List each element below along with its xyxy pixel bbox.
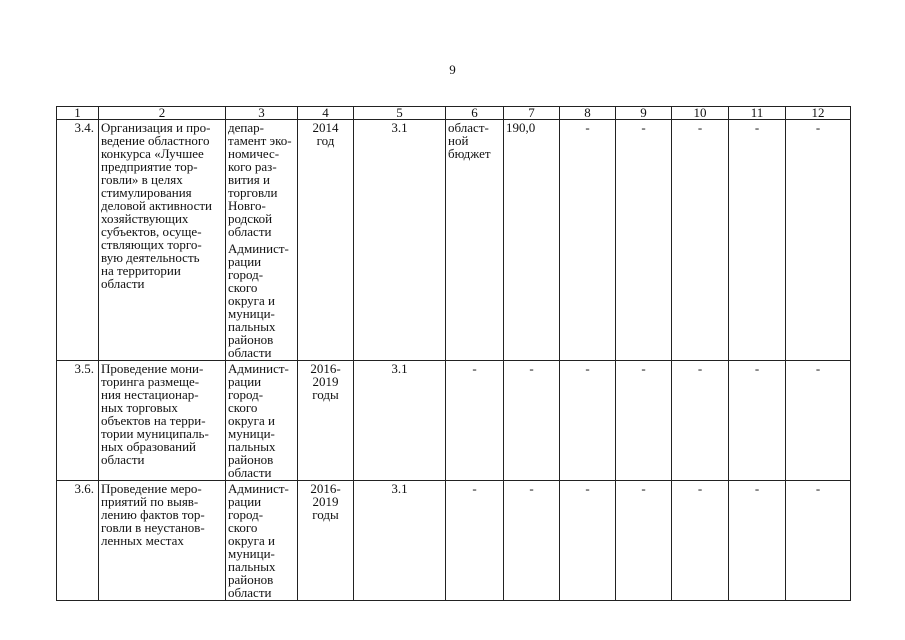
header-cell: 12 [786,107,851,120]
funding-source-cell: - [446,361,504,481]
row-number: 3.4. [57,120,99,361]
header-cell: 11 [729,107,786,120]
activity-name: Проведение мони- торинга размеще- ния нестационар- ных торговых объектов на терри- тории муниципаль- ных образований области [99,361,226,481]
amount-cell: - [616,361,672,481]
table-row [57,481,851,601]
header-cell: 7 [504,107,560,120]
header-cell: 1 [57,107,99,120]
period-cell: 2014 год [298,120,354,361]
amount-cell: - [672,361,729,481]
activity-name: Организация и про- ведение областного конкурса «Лучшее предприятие тор- говли» в целях стимулирования деловой активности хозяйствующих субъектов, осуще- ствляющих торго- вую деятельность на территории области [99,120,226,361]
amount-cell: - [672,120,729,361]
amount-cell: - [504,361,560,481]
header-cell: 6 [446,107,504,120]
funding-source-cell: - [446,481,504,601]
table-row [57,120,851,361]
executor-text: Админист- рации город- ского округа и муници- пальных районов области [228,361,289,480]
executor-cell [226,481,298,601]
amount-cell: - [616,481,672,601]
header-cell: 9 [616,107,672,120]
header-cell: 10 [672,107,729,120]
amount-cell: - [786,361,851,481]
amount-cell: - [786,481,851,601]
amount-cell: - [504,481,560,601]
row-number: 3.5. [57,361,99,481]
amount-cell: - [729,361,786,481]
indicator-cell: 3.1 [354,120,446,361]
header-cell: 4 [298,107,354,120]
table-row [57,361,851,481]
amount-cell: - [560,361,616,481]
period-cell: 2016- 2019 годы [298,361,354,481]
indicator-cell: 3.1 [354,361,446,481]
amount-cell: 190,0 [504,120,560,361]
period-cell: 2016- 2019 годы [298,481,354,601]
amount-cell: - [672,481,729,601]
header-cell: 5 [354,107,446,120]
executor-text: Админист- рации город- ского округа и муници- пальных районов области [228,241,289,360]
activities-table [56,106,851,601]
amount-cell: - [560,481,616,601]
row-number: 3.6. [57,481,99,601]
executor-cell [226,120,298,361]
page-number: 9 [449,62,456,77]
header-cell: 2 [99,107,226,120]
header-cell: 3 [226,107,298,120]
executor-cell [226,361,298,481]
header-cell: 8 [560,107,616,120]
amount-cell: - [616,120,672,361]
amount-cell: - [729,120,786,361]
funding-source-cell: област- ной бюджет [446,120,504,361]
executor-text: депар- тамент эко- номичес- кого раз- вития и торговли Новго- родской области [228,120,292,239]
amount-cell: - [786,120,851,361]
header-row [57,107,851,120]
executor-text: Админист- рации город- ского округа и муници- пальных районов области [228,481,289,600]
activity-name: Проведение меро- приятий по выяв- лению фактов тор- говли в неустанов- ленных местах [99,481,226,601]
amount-cell: - [729,481,786,601]
amount-cell: - [560,120,616,361]
indicator-cell: 3.1 [354,481,446,601]
